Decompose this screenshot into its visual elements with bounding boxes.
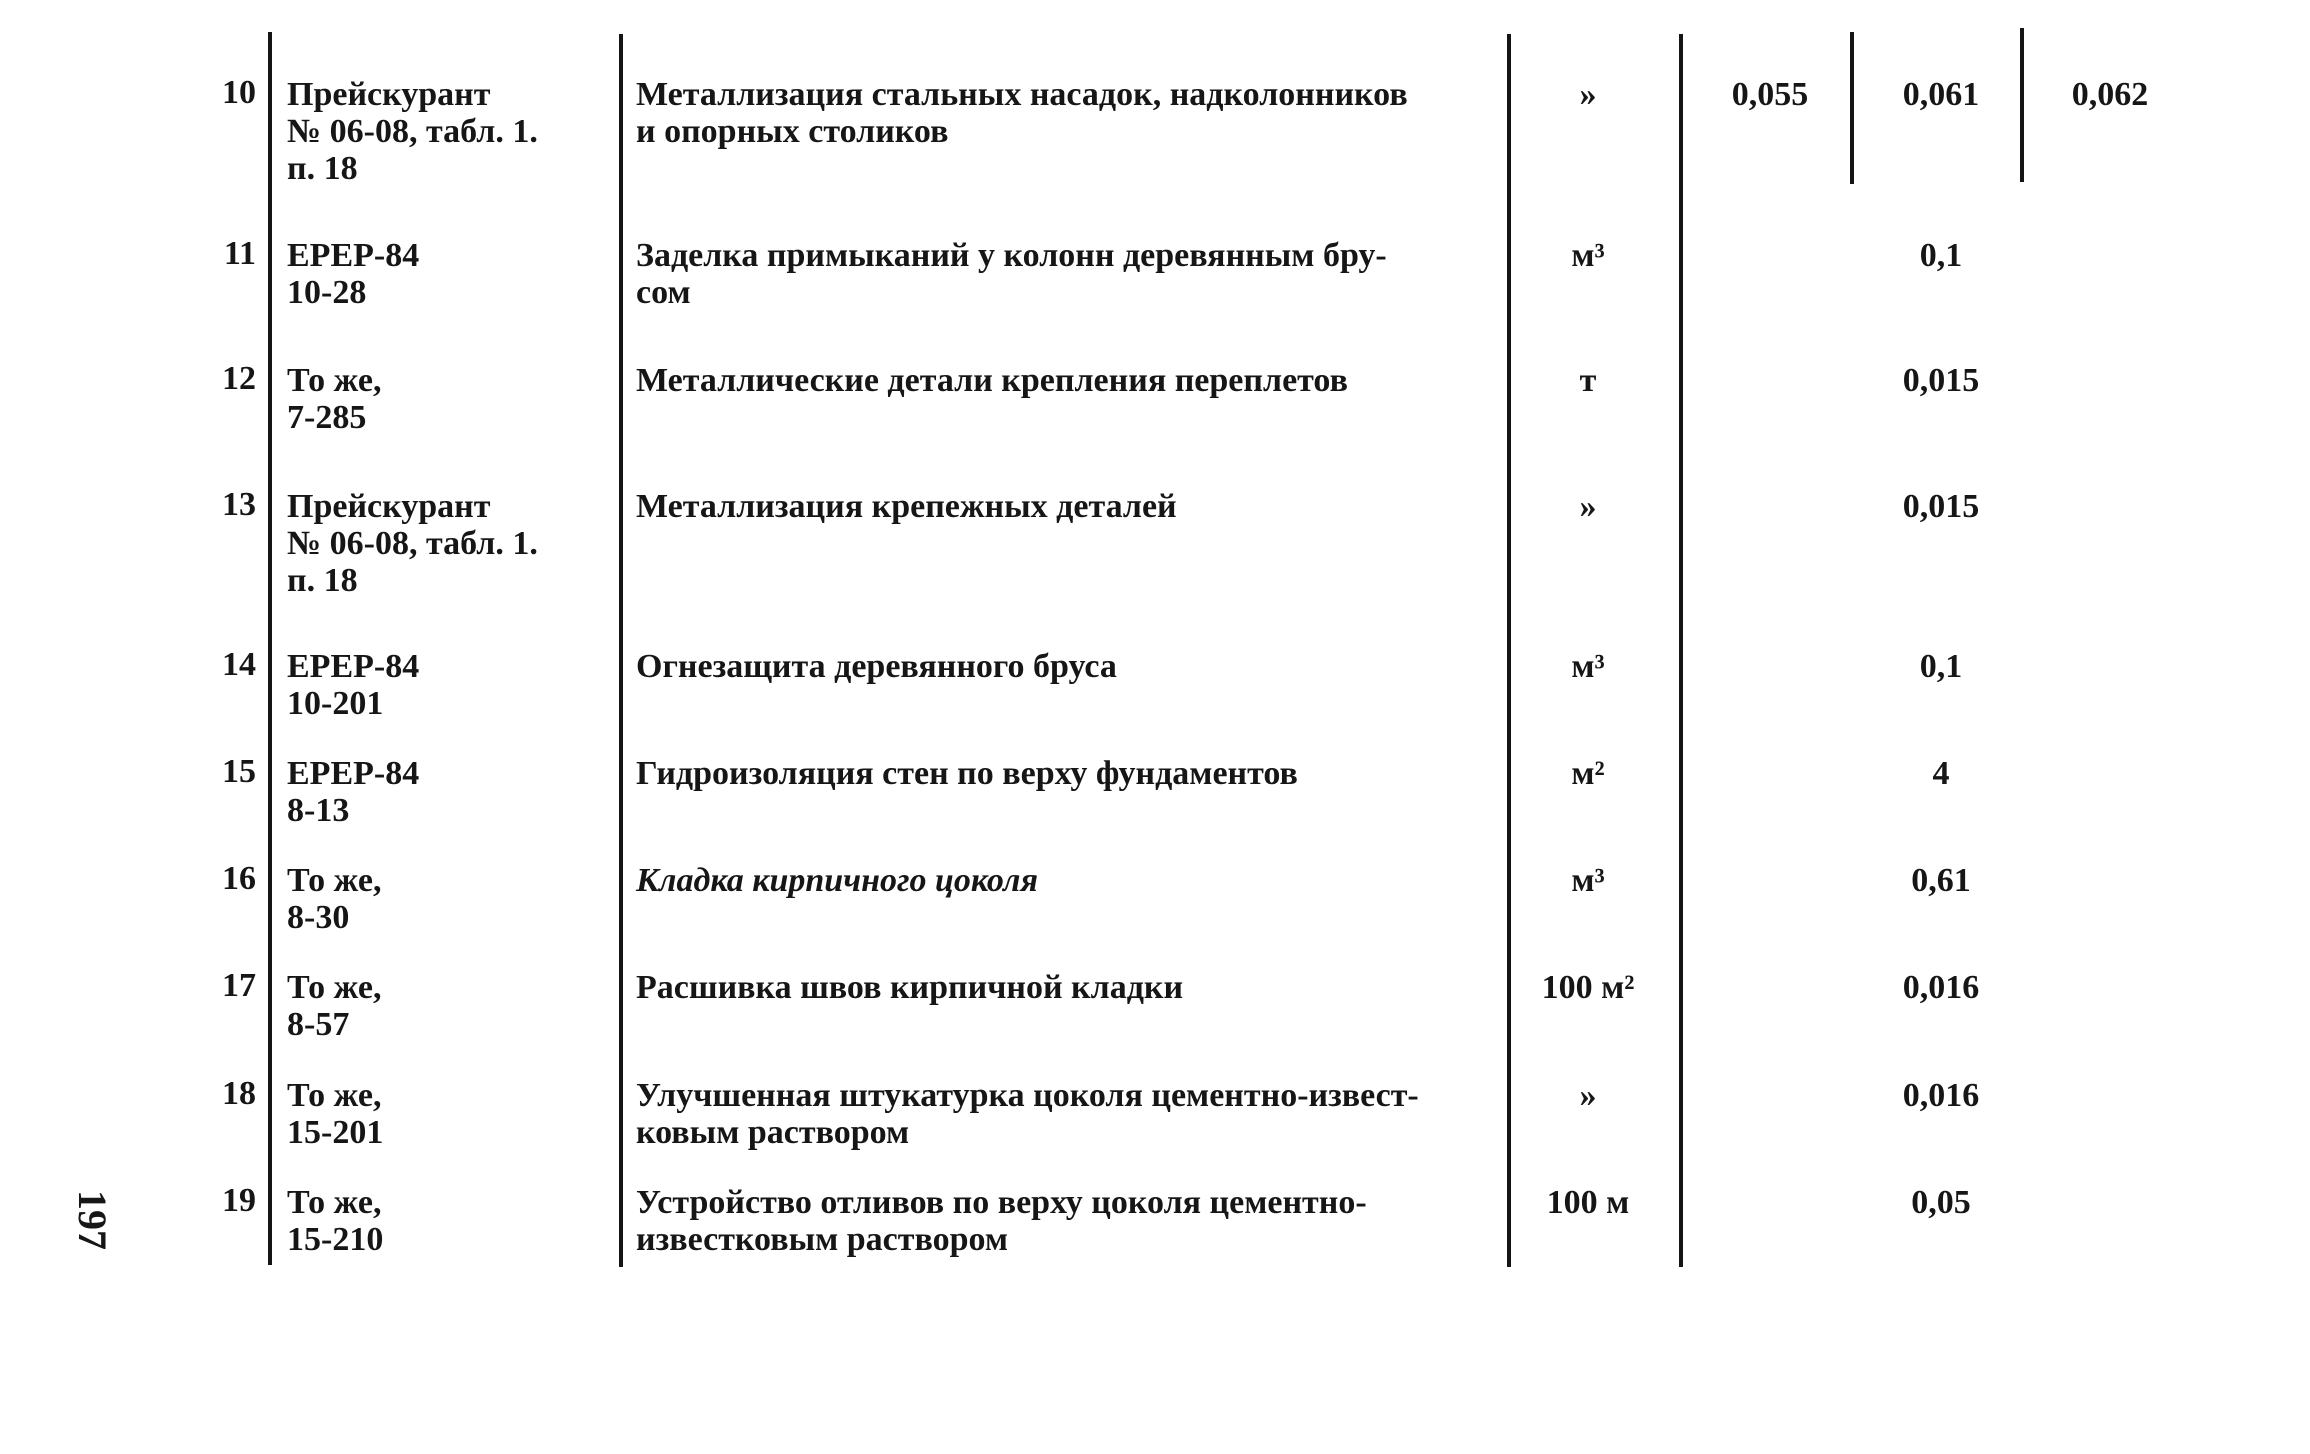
quantity-value: 0,055 [1731, 76, 1809, 113]
quantity-value: 0,1 [1919, 237, 1963, 274]
row-number: 18 [222, 1075, 256, 1112]
description-line: и опорных столиков [636, 113, 949, 150]
source-line: № 06-08, табл. 1. [287, 525, 538, 562]
rule-after-unit [1679, 34, 1683, 1267]
source-line: ЕРЕР-84 [287, 648, 420, 685]
work-description [636, 648, 1494, 685]
work-description [636, 1184, 1494, 1258]
description-line: Кладка кирпичного цоколя [636, 862, 1038, 899]
quantity-value: 0,015 [1902, 362, 1980, 399]
source-line: То же, [287, 1184, 382, 1221]
source-line: 7-285 [287, 399, 367, 436]
description-line: ковым раствором [636, 1114, 910, 1151]
source-reference [287, 969, 607, 1043]
source-line: ЕРЕР-84 [287, 237, 420, 274]
row-number: 12 [222, 360, 256, 397]
row-number: 14 [222, 646, 256, 683]
source-line: № 06-08, табл. 1. [287, 113, 538, 150]
unit: м² [1571, 755, 1605, 792]
quantity-value: 0,062 [2071, 76, 2149, 113]
page-number: 197 [70, 1190, 115, 1250]
source-reference [287, 237, 607, 311]
source-reference [287, 76, 607, 187]
source-line: ЕРЕР-84 [287, 755, 420, 792]
rule-after-source [619, 34, 623, 1267]
source-line: То же, [287, 969, 382, 1006]
source-reference [287, 362, 607, 436]
quantity-value: 0,016 [1902, 1077, 1980, 1114]
source-reference [287, 755, 607, 829]
source-line: п. 18 [287, 562, 358, 599]
quantity-value: 0,1 [1919, 648, 1963, 685]
unit: 100 м [1546, 1184, 1630, 1221]
source-reference [287, 1184, 607, 1258]
quantity-value: 0,05 [1911, 1184, 1971, 1221]
work-description [636, 1077, 1494, 1151]
unit: 100 м² [1541, 969, 1635, 1006]
work-description [636, 755, 1494, 792]
work-description [636, 76, 1494, 150]
source-line: 15-210 [287, 1221, 384, 1258]
row-number: 16 [222, 860, 256, 897]
description-line: Огнезащита деревянного бруса [636, 648, 1117, 685]
row-number: 19 [222, 1182, 256, 1219]
source-reference [287, 862, 607, 936]
description-line: Улучшенная штукатурка цоколя цементно-извест- [636, 1077, 1419, 1114]
quantity-value: 0,61 [1911, 862, 1971, 899]
row-number: 13 [222, 486, 256, 523]
source-reference [287, 648, 607, 722]
rule-after-number [268, 32, 272, 1265]
source-line: Прейскурант [287, 76, 491, 113]
description-line: известковым раствором [636, 1221, 1009, 1258]
unit: м³ [1571, 237, 1605, 274]
row-number: 11 [223, 235, 256, 272]
source-reference [287, 1077, 607, 1151]
rule-value-split-2 [2020, 28, 2024, 182]
source-line: 10-28 [287, 274, 367, 311]
work-description [636, 362, 1494, 399]
description-line: Гидроизоляция стен по верху фундаментов [636, 755, 1298, 792]
source-line: 15-201 [287, 1114, 384, 1151]
description-line: Металлические детали крепления переплетов [636, 362, 1348, 399]
unit: м³ [1571, 648, 1605, 685]
unit: м³ [1571, 862, 1605, 899]
unit: » [1579, 488, 1597, 525]
source-line: 10-201 [287, 685, 384, 722]
quantity-value: 0,061 [1902, 76, 1980, 113]
source-line: 8-57 [287, 1006, 350, 1043]
source-line: То же, [287, 362, 382, 399]
source-line: 8-30 [287, 899, 350, 936]
quantity-value: 0,016 [1902, 969, 1980, 1006]
unit: т [1579, 362, 1597, 399]
description-line: Металлизация крепежных деталей [636, 488, 1177, 525]
description-line: Металлизация стальных насадок, надколонников [636, 76, 1408, 113]
source-line: То же, [287, 862, 382, 899]
rule-value-split-1 [1850, 32, 1854, 184]
unit: » [1579, 1077, 1597, 1114]
source-line: Прейскурант [287, 488, 491, 525]
work-description [636, 488, 1494, 525]
quantity-value: 4 [1932, 755, 1950, 792]
description-line: Устройство отливов по верху цоколя цементно- [636, 1184, 1367, 1221]
description-line: Расшивка швов кирпичной кладки [636, 969, 1184, 1006]
row-number: 17 [222, 967, 256, 1004]
source-line: п. 18 [287, 150, 358, 187]
work-description [636, 969, 1494, 1006]
source-line: 8-13 [287, 792, 350, 829]
work-description [636, 237, 1494, 311]
source-reference [287, 488, 607, 599]
row-number: 10 [222, 74, 256, 111]
description-line: Заделка примыканий у колонн деревянным бру- [636, 237, 1387, 274]
description-line: сом [636, 274, 691, 311]
work-description [636, 862, 1494, 899]
quantity-value: 0,015 [1902, 488, 1980, 525]
row-number: 15 [222, 753, 256, 790]
unit: » [1579, 76, 1597, 113]
source-line: То же, [287, 1077, 382, 1114]
